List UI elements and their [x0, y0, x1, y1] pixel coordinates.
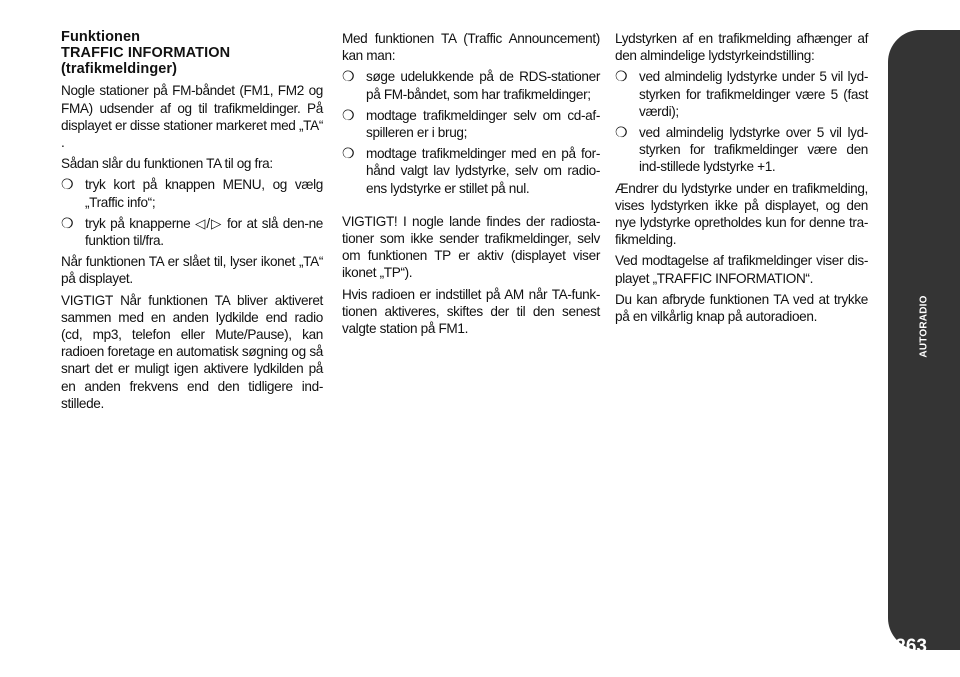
- section-label-text: AUTORADIO: [918, 294, 930, 358]
- list-item: [342, 107, 600, 141]
- list-item-text: modtage trafikmeldinger selv om cd-af-spilleren er i brug;: [366, 107, 600, 141]
- bullet-list: [342, 68, 600, 196]
- bullet-list: [615, 68, 868, 175]
- heading-line-1: Funktionen: [61, 29, 141, 45]
- paragraph: Sådan slår du funktionen TA til og fra:: [61, 156, 273, 172]
- paragraph: Du kan afbryde funktionen TA ved at trykke på en vilkårlig knap på autoradioen.: [615, 291, 868, 325]
- paragraph: Hvis radioen er indstillet på AM når TA-funk-tionen aktiveres, skiftes der til den senest valgte station på FM1.: [342, 286, 600, 337]
- list-item: [615, 68, 868, 120]
- bullet-icon: ❍: [615, 124, 628, 141]
- list-item: [61, 215, 323, 249]
- list-item-text: ved almindelig lydstyrke over 5 vil lyd-styrken for trafikmeldinger være den ind-stillede lydstyrke +1.: [639, 125, 868, 175]
- list-item: [61, 176, 323, 210]
- list-item-text: modtage trafikmeldinger med en på for-hånd valgt lav lydstyrke, selv om radio-ens lydstyrke er stillet på nul.: [366, 146, 600, 196]
- bullet-list: [61, 176, 323, 249]
- paragraph: VIGTIGT Når funktionen TA bliver aktiveret sammen med en anden lydkilde end radio (cd, mp3, telefon eller Mute/Pause), kan radioen foretage en automatisk søgning og så snart det er muligt igen aktivere lydkilden på en anden frekvens end den tidligere ind-stillede.: [61, 292, 323, 411]
- text-column-1: [61, 30, 323, 416]
- paragraph: Ændrer du lydstyrke under en trafikmelding, vises lydstyrken ikke på displayet, og den nye lydstyrke opretholdes kun for denne tra-fikmelding.: [615, 180, 868, 248]
- paragraph: Når funktionen TA er slået til, lyser ikonet „TA“ på displayet.: [61, 254, 323, 287]
- section-heading: [61, 30, 323, 77]
- bullet-icon: ❍: [342, 145, 355, 162]
- paragraph: Ved modtagelse af trafikmeldinger viser dis-playet „TRAFFIC INFORMATION“.: [615, 253, 868, 286]
- bullet-icon: ❍: [342, 68, 355, 85]
- paragraph: Med funktionen TA (Traffic Announcement) kan man:: [342, 31, 600, 64]
- spacer: [342, 201, 600, 213]
- bullet-icon: ❍: [61, 176, 74, 193]
- paragraph: Nogle stationer på FM-båndet (FM1, FM2 og FMA) udsender af og til trafikmeldinger. På displayet er disse stationer markeret med „TA“ .: [61, 83, 323, 150]
- list-item-text: søge udelukkende på de RDS-stationer på FM-båndet, som har trafikmeldinger;: [366, 69, 600, 102]
- bullet-icon: ❍: [342, 106, 355, 123]
- list-item-text: tryk på knapperne ◁/▷ for at slå den-ne funktion til/fra.: [85, 215, 323, 249]
- bullet-icon: ❍: [615, 68, 628, 85]
- list-item: [342, 145, 600, 197]
- text-column-2: [342, 30, 600, 341]
- section-label: [906, 286, 942, 366]
- bullet-icon: ❍: [61, 214, 74, 231]
- list-item-text: ved almindelig lydstyrke under 5 vil lyd-styrken for trafikmeldinger være 5 (fast værdi);: [639, 69, 868, 119]
- page-number: 263: [895, 636, 927, 657]
- paragraph: VIGTIGT! I nogle lande findes der radiosta-tioner som ikke sender trafikmeldinger, selv om funktionen TP er aktiv (displayet viser ikonet „TP“).: [342, 213, 600, 281]
- heading-line-3: (trafikmeldinger): [61, 60, 178, 77]
- heading-line-2: TRAFFIC INFORMATION: [61, 44, 231, 61]
- list-item: [342, 68, 600, 102]
- paragraph: Lydstyrken af en trafikmelding afhænger af den almindelige lydstyrkeindstilling:: [615, 31, 868, 64]
- list-item: [615, 124, 868, 176]
- list-item-text: tryk kort på knappen MENU, og vælg „Traffic info“;: [85, 177, 323, 210]
- text-column-3: [615, 30, 868, 329]
